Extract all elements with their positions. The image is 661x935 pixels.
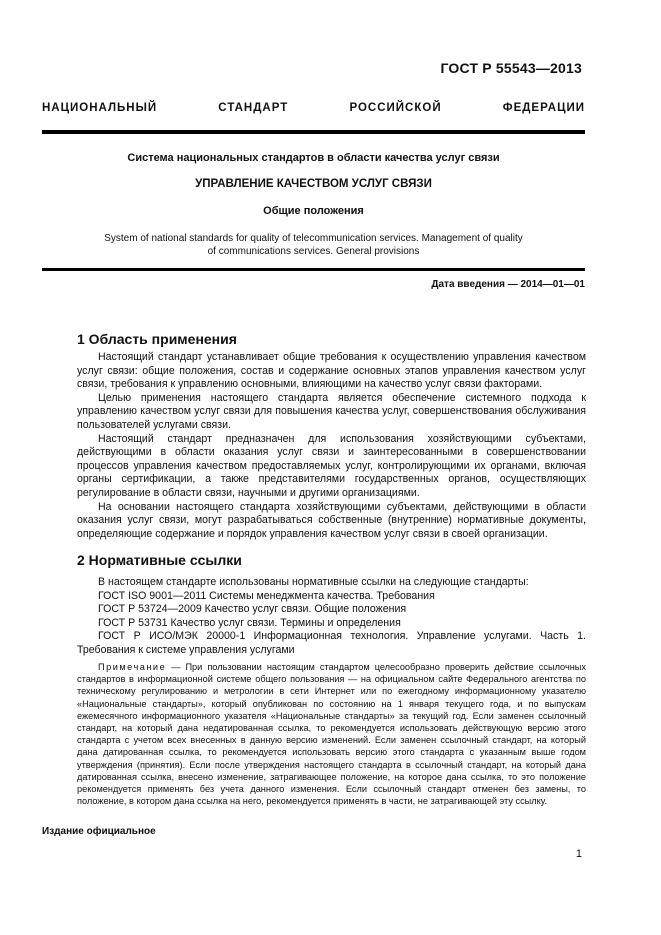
reference-item: ГОСТ Р ИСО/МЭК 20000-1 Информационная технология. Управление услугами. Часть 1. Требования к системе управления услугами	[77, 630, 586, 656]
main-title: УПРАВЛЕНИЕ КАЧЕСТВОМ УСЛУГ СВЯЗИ	[195, 178, 432, 190]
national-standard-banner: НАЦИОНАЛЬНЫЙ СТАНДАРТ РОССИЙСКОЙ ФЕДЕРАЦИИ	[42, 102, 585, 114]
paragraph: Настоящий стандарт устанавливает общие требования к осуществлению управления качеством услуг связи: общие положения, состав и содержание основных этапов управления качеством услуг связи, требования к управлению основными, влияющими на качество услуг связи факторами.	[77, 351, 586, 391]
section-heading: 2 Нормативные ссылки	[77, 552, 242, 568]
series-title: Система национальных стандартов в области качества услуг связи	[127, 152, 500, 164]
note	[77, 661, 586, 807]
english-title-line-1: System of national standards for quality of telecommunication services. Management of quality	[104, 233, 523, 244]
page-number: 1	[575, 848, 582, 860]
note-text: — При пользовании настоящим стандартом целесообразно проверить действие ссылочных стандартов в информационной системе общего пользования — на официальном сайте Федерального агентства по техническому регулированию и метрологии в сети Интернет или по ежегодному информационному указателю «Национальные стандарты», который опубликован по состоянию на 1 января текущего года, и по выпускам ежемесячного информационного указателя «Национальные стандарты» за текущий год. Если заменен ссылочный стандарт, на который дана недатированная ссылка, то рекомендуется использовать действующую версию этого стандарта с учетом всех внесенных в данную версию изменений. Если заменен ссылочный стандарт, на который дана датированная ссылка, то рекомендуется использовать версию этого стандарта с указанным выше годом утверждения (принятия). Если после утверждения настоящего стандарта в ссылочный стандарт, на который дана датированная ссылка, внесено изменение, затрагивающее положение, на которое дана ссылка, то это положение рекомендуется применять без учета данного изменения. Если ссылочный стандарт отменен без замены, то положение, в котором дана ссылка на него, рекомендуется применять в части, не затрагивающей эту ссылку.	[77, 662, 586, 807]
title-rule	[42, 268, 585, 271]
section-heading: 1 Область применения	[77, 331, 237, 347]
english-title-line-2: of communications services. General provisions	[207, 246, 420, 257]
paragraph: Настоящий стандарт предназначен для использования хозяйствующими субъектами, действующими в области оказания услуг связи и заинтересованными в совершенствовании процессов управления качеством предоставляемых услуг, контролирующими их органами, включая органы сертификации, а также представителями государственных органов, осуществляющих регулирование в области связи, научными и другими организациями.	[77, 432, 586, 499]
section-2-heading	[77, 552, 586, 568]
paragraph: На основании настоящего стандарта хозяйствующими субъектами, действующими в области оказания услуг связи, могут разрабатываться собственные (внутренние) нормативные документы, определяющие содержание и порядок управления качеством услуг связи в своей организации.	[77, 500, 586, 540]
section-2-body	[77, 576, 586, 658]
reference-item: ГОСТ Р 53731 Качество услуг связи. Термины и определения	[98, 616, 401, 629]
references-intro: В настоящем стандарте использованы нормативные ссылки на следующие стандарты:	[98, 576, 529, 588]
english-title	[42, 232, 585, 258]
edition-label: Издание официальное	[42, 826, 156, 837]
subtitle: Общие положения	[263, 205, 364, 217]
header-rule	[42, 130, 585, 134]
introduction-date: Дата введения — 2014—01—01	[431, 279, 585, 290]
note-label: Примечание	[98, 662, 167, 672]
section-1-heading	[77, 331, 586, 347]
section-1-body	[77, 351, 586, 541]
reference-item: ГОСТ Р 53724—2009 Качество услуг связи. Общие положения	[98, 603, 407, 616]
document-number: ГОСТ Р 55543—2013	[440, 60, 582, 76]
paragraph: Целью применения настоящего стандарта является обеспечение системного подхода к управлению качеством услуг связи для повышения качества услуг, совершенствования обслуживания пользователей услугами связи.	[77, 391, 586, 431]
reference-item: ГОСТ ISO 9001—2011 Системы менеджмента качества. Требования	[98, 589, 435, 602]
